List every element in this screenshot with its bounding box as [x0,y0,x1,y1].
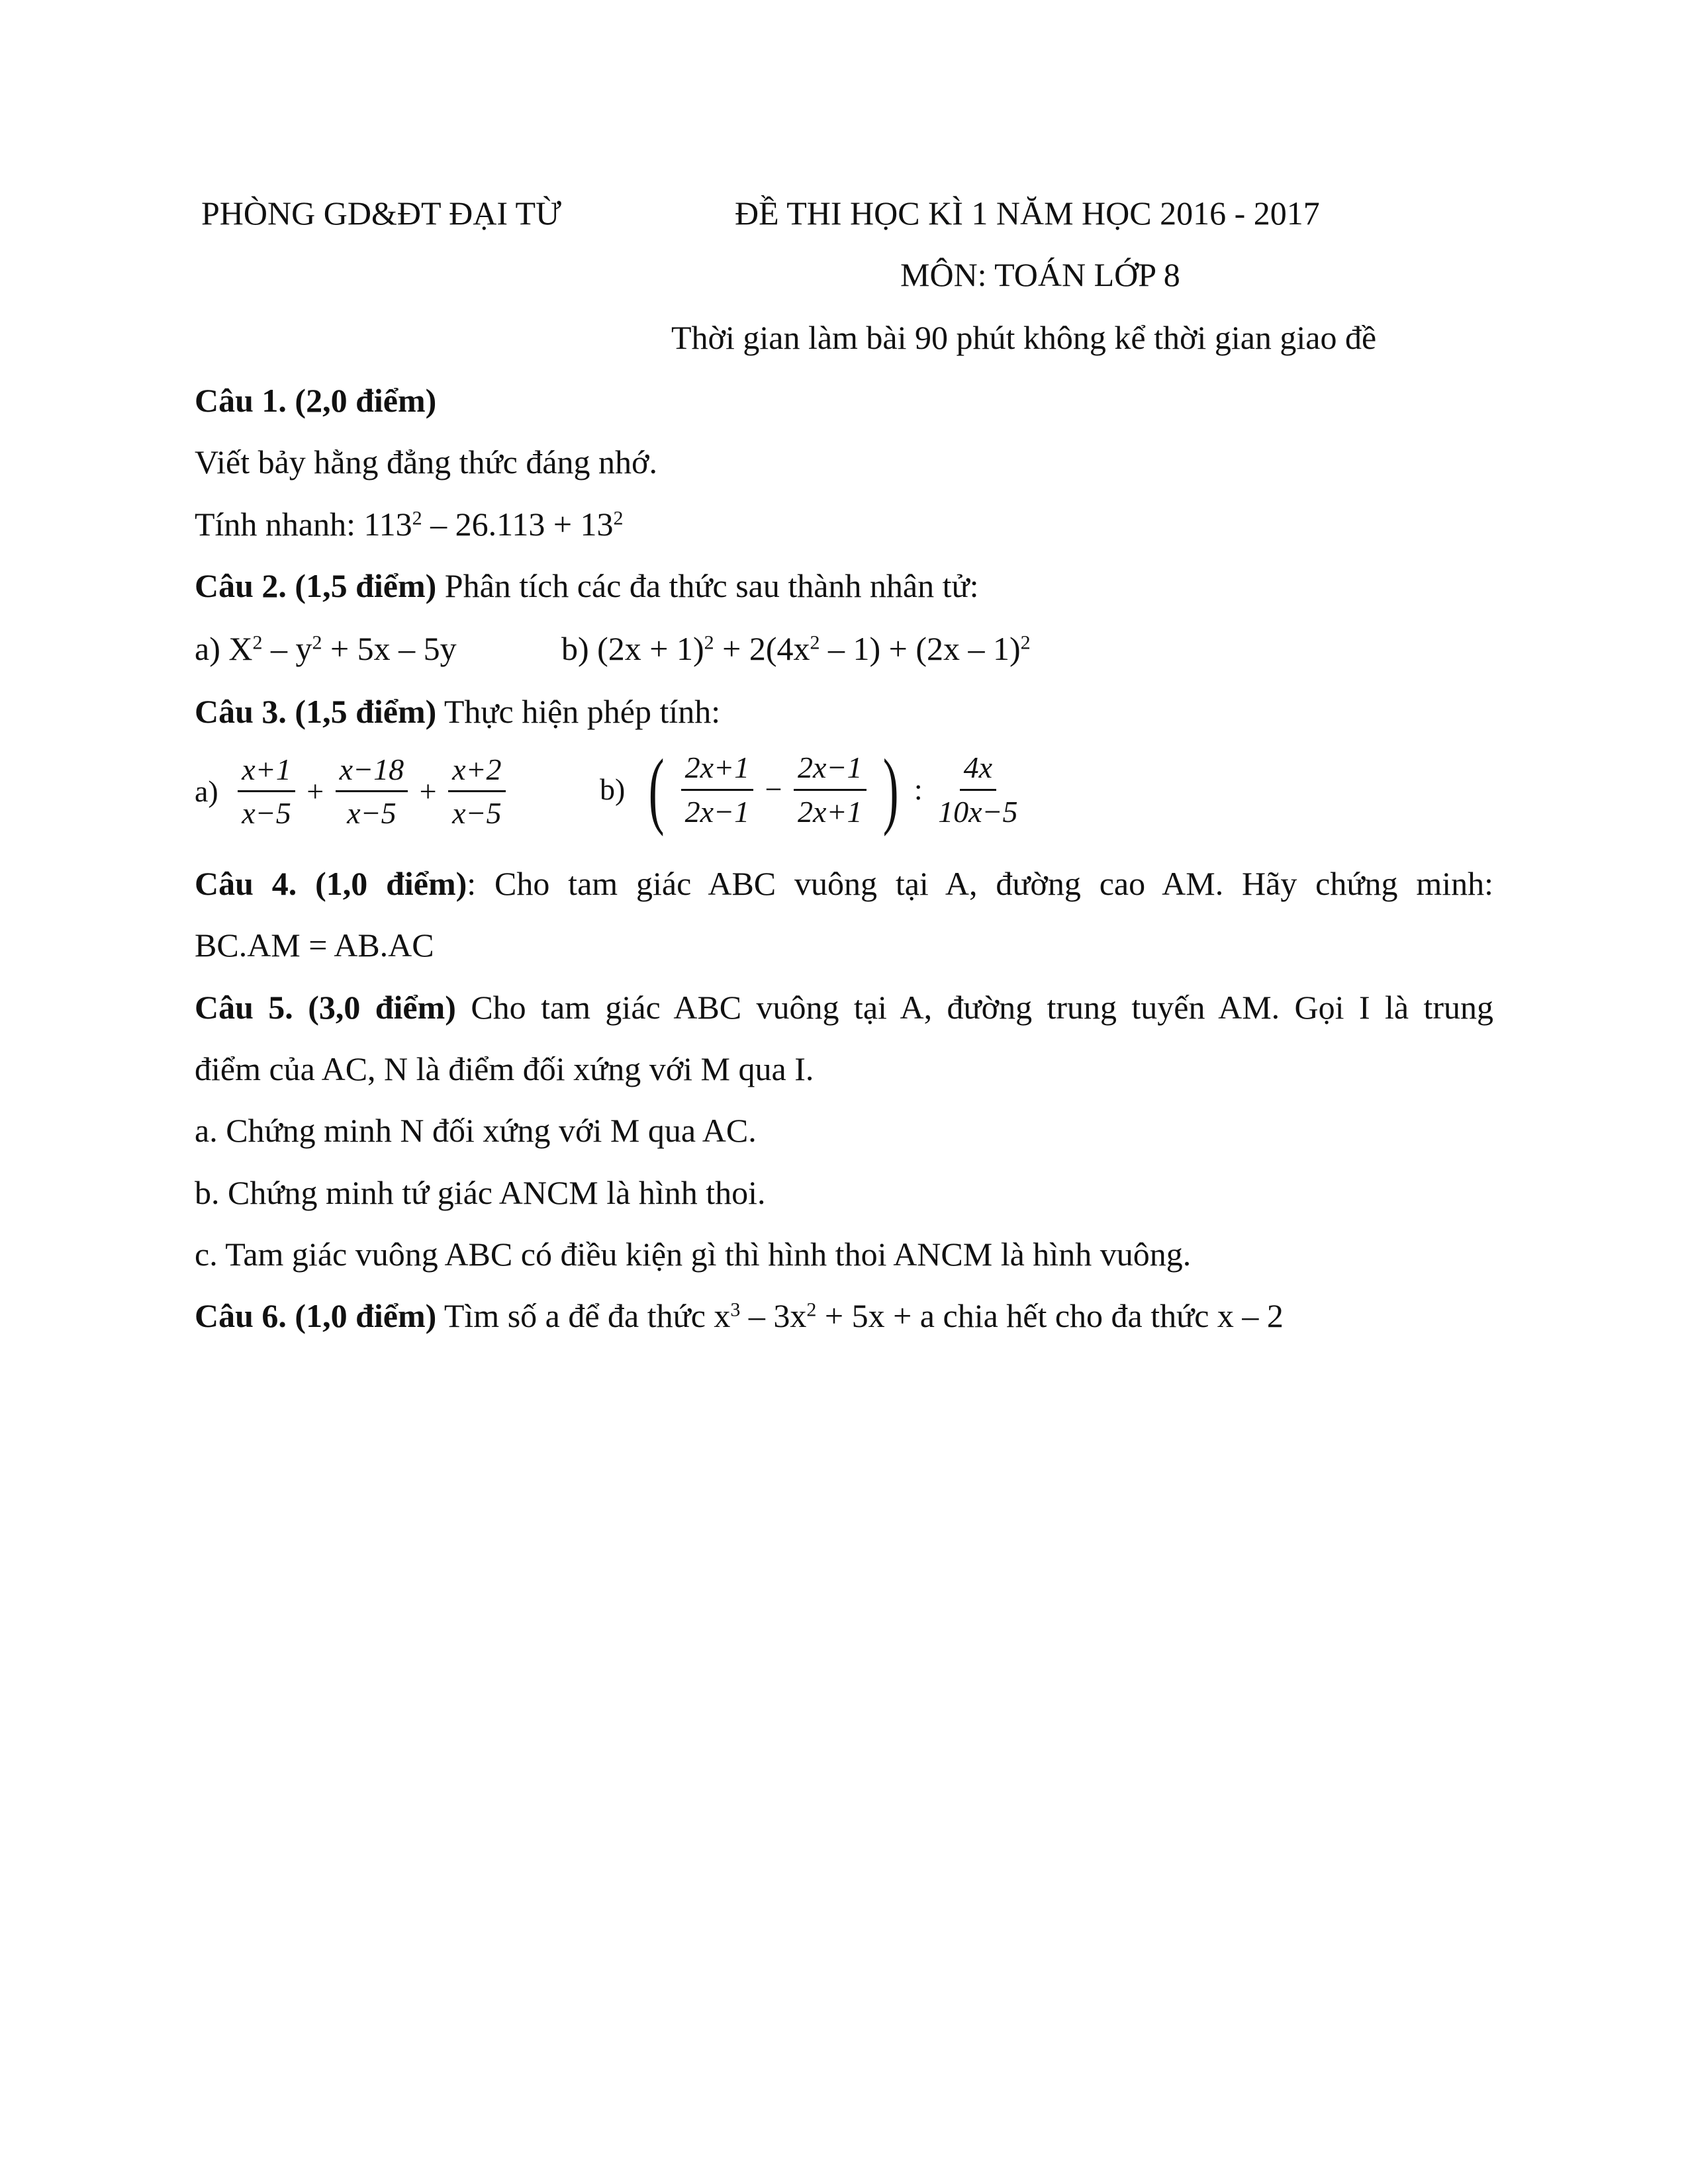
question-2 [195,566,979,606]
question-1-line1: Viết bảy hằng đẳng thức đáng nhớ. [195,443,657,480]
numerator: x+1 [238,751,295,792]
question-1 [195,381,436,420]
plus-sign: + [419,774,437,809]
q1-expr-part: Tính nhanh: 113 [195,506,412,543]
denominator: 10x−5 [938,794,1018,829]
question-5-part-c: c. Tam giác vuông ABC có điều kiện gì thì hình thoi ANCM là hình vuông. [195,1236,1192,1273]
exam-title: ĐỀ THI HỌC KÌ 1 NĂM HỌC 2016 - 2017 [735,195,1320,232]
fraction [934,749,1021,829]
header-left: PHÒNG GD&ĐT ĐẠI TỪ [201,195,561,232]
right-parenthesis: ) [882,742,899,837]
question-2-label: Câu 2. (1,5 điểm) [195,567,437,604]
question-5-line2: điểm của AC, N là điểm đối xứng với M qua I. [195,1050,814,1087]
exponent: 2 [613,507,624,529]
question-4-line2: BC.AM = AB.AC [195,927,434,964]
question-3-part-a [195,751,508,831]
fraction [681,749,753,829]
fraction [336,751,408,831]
left-parenthesis: ( [648,742,665,837]
question-1-line2 [195,504,624,544]
question-5-part-a: a. Chứng minh N đối xứng với M qua AC. [195,1112,757,1149]
question-6-label: Câu 6. (1,0 điểm) [195,1297,437,1334]
question-3-text: Thực hiện phép tính: [436,693,721,730]
q6-part: + 5x + a chia hết cho đa thức x – 2 [816,1297,1284,1334]
denominator: x−5 [347,796,397,831]
exam-time: Thời gian làm bài 90 phút không kể thời gian giao đề [671,319,1377,356]
q6-part: Tìm số a để đa thức x [436,1297,731,1334]
q2b-part: + 2(4x [714,630,810,667]
question-2-text: Phân tích các đa thức sau thành nhân tử: [436,567,979,604]
exponent: 3 [730,1298,741,1321]
q3a-label: a) [195,774,218,809]
minus-sign: − [765,772,782,807]
question-1-label: Câu 1. (2,0 điểm) [195,382,437,419]
division-colon: : [914,772,923,807]
denominator: 2x+1 [798,794,863,829]
exponent: 2 [810,631,820,654]
question-5-label: Câu 5. (3,0 điểm) [195,989,456,1026]
q2b-part: – 1) + (2x – 1) [820,630,1021,667]
numerator: 2x+1 [681,749,753,790]
exponent: 2 [312,631,322,654]
numerator: 4x [960,749,996,790]
exponent: 2 [412,507,422,529]
numerator: x−18 [336,751,408,792]
numerator: 2x−1 [794,749,866,790]
exponent: 2 [1020,631,1031,654]
question-4-label: Câu 4. (1,0 điểm) [195,865,467,902]
fraction [448,751,505,831]
fraction [238,751,295,831]
q2a-part: + 5x – 5y [322,630,457,667]
fraction [794,749,866,829]
denominator: 2x−1 [684,794,750,829]
q3b-label: b) [600,772,626,807]
question-2-part-b [561,629,1031,668]
exponent: 2 [704,631,714,654]
question-6 [195,1296,1284,1336]
numerator: x+2 [448,751,505,792]
question-5-text: Cho tam giác ABC vuông tại A, đường trung tuyến AM. Gọi I là trung [455,989,1493,1026]
question-5-part-b: b. Chứng minh tứ giác ANCM là hình thoi. [195,1174,766,1211]
question-3-part-b [600,742,1025,837]
denominator: x−5 [452,796,502,831]
plus-sign: + [306,774,324,809]
question-4 [195,864,1493,903]
exponent: 2 [252,631,263,654]
exponent: 2 [806,1298,817,1321]
question-2-part-a [195,629,457,668]
question-4-text: : Cho tam giác ABC vuông tại A, đường cao AM. Hãy chứng minh: [467,865,1493,902]
q2a-part: – y [262,630,312,667]
q6-part: – 3x [740,1297,807,1334]
q2a-part: a) X [195,630,253,667]
exam-subject: MÔN: TOÁN LỚP 8 [900,256,1180,293]
question-3-label: Câu 3. (1,5 điểm) [195,693,437,730]
q2b-part: b) (2x + 1) [561,630,704,667]
q1-expr-part: – 26.113 + 13 [422,506,614,543]
question-3 [195,692,720,731]
denominator: x−5 [242,796,291,831]
question-5 [195,987,1493,1027]
